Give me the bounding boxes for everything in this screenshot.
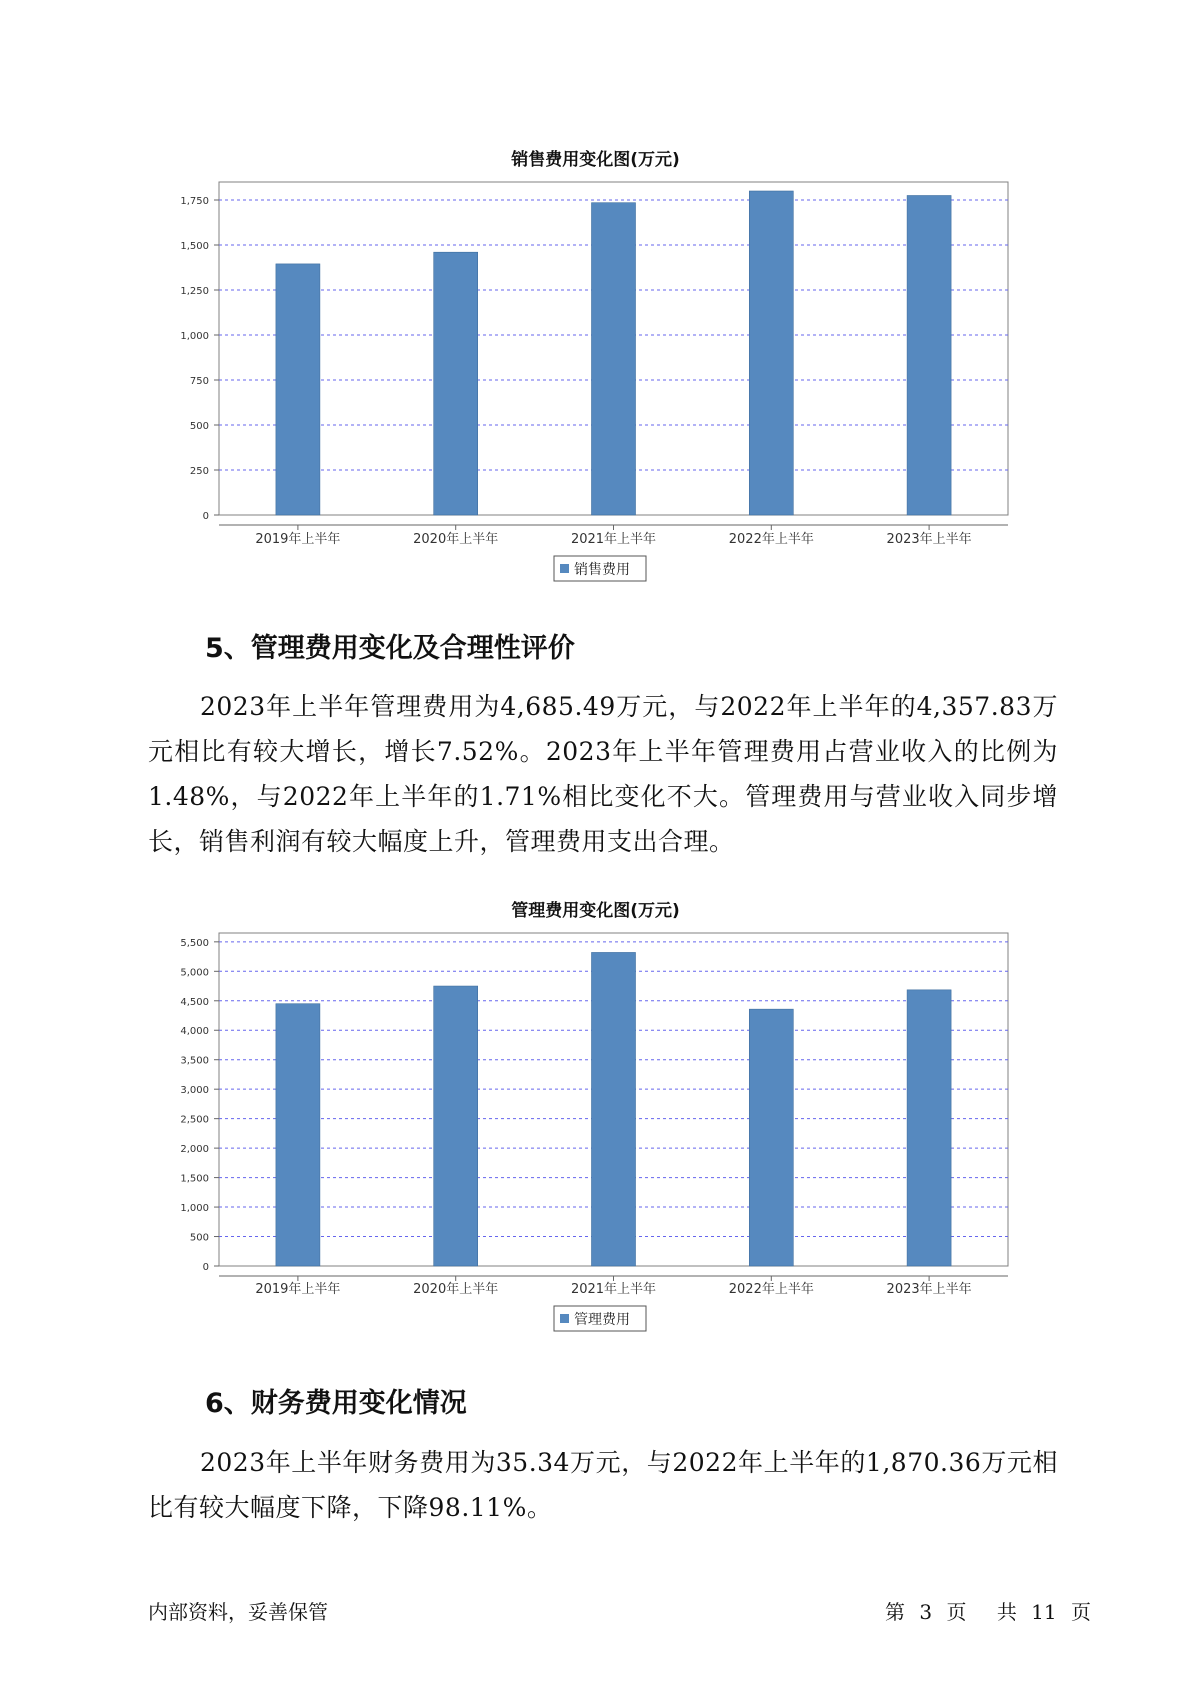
legend-label: 管理费用 [574, 1312, 630, 1328]
x-tick-label: 2022年上半年 [728, 1282, 814, 1297]
y-tick-label: 500 [189, 421, 209, 432]
page-number: 3 [919, 1600, 933, 1624]
bar [434, 986, 478, 1266]
y-tick-label: 4,000 [180, 1026, 209, 1038]
page-label-pre: 第 [885, 1600, 905, 1624]
y-tick-label: 3,000 [180, 1085, 209, 1097]
total-label-pre: 共 [996, 1600, 1017, 1624]
bar [592, 952, 636, 1266]
legend-swatch [560, 1314, 569, 1323]
y-tick-label: 4,500 [180, 996, 209, 1008]
y-tick-label: 0 [202, 1262, 209, 1273]
x-tick-label: 2021年上半年 [570, 532, 657, 547]
x-tick-label: 2020年上半年 [413, 1282, 499, 1297]
x-tick-label: 2021年上半年 [570, 1282, 657, 1297]
y-tick-label: 250 [189, 466, 209, 477]
section-heading-admin-expense: 5、管理费用变化及合理性评价 [205, 633, 575, 664]
y-tick-label: 1,500 [180, 241, 209, 252]
y-tick-label: 0 [202, 511, 209, 522]
page-label-mid: 页 [946, 1600, 967, 1624]
bar [907, 990, 951, 1266]
paragraph-finance-expense: 2023年上半年财务费用为35.34万元，与2022年上半年的1,870.36万元相比有较大幅度下降，下降98.11%。 [148, 1448, 1058, 1522]
y-tick-label: 2,000 [180, 1144, 209, 1156]
y-tick-label: 500 [189, 1232, 209, 1244]
y-tick-label: 5,500 [180, 937, 209, 949]
y-tick-label: 5,000 [180, 967, 209, 979]
x-tick-label: 2019年上半年 [255, 1282, 341, 1297]
y-tick-label: 750 [189, 376, 209, 387]
x-tick-label: 2023年上半年 [886, 532, 972, 547]
y-tick-label: 2,500 [180, 1114, 209, 1126]
footer-confidential-note: 内部资料，妥善保管 [148, 1600, 328, 1624]
legend [554, 1306, 646, 1331]
paragraph-admin-expense: 2023年上半年管理费用为4,685.49万元，与2022年上半年的4,357.83万元相比有较大增长，增长7.52%。2023年上半年管理费用占营业收入的比例为1.48%，与2022年上半年的1.71%相比变化不大。管理费用与营业收入同步增长，销售利润有较大幅度上升，管理费用支出合理。 [148, 692, 1058, 856]
x-tick-label: 2020年上半年 [413, 532, 499, 547]
y-tick-label: 1,750 [180, 196, 209, 207]
footer-page-info [885, 1596, 1091, 1625]
bar [749, 1009, 793, 1266]
y-tick-label: 3,500 [180, 1055, 209, 1067]
legend-label: 销售费用 [574, 562, 630, 578]
x-tick-label: 2022年上半年 [728, 532, 814, 547]
section-heading-finance-expense: 6、财务费用变化情况 [205, 1388, 467, 1419]
total-pages: 11 [1031, 1600, 1057, 1624]
chart-title-admin-expense: 管理费用变化图(万元) [511, 901, 680, 921]
bar [276, 1004, 320, 1266]
total-label-post: 页 [1070, 1600, 1091, 1624]
chart-title-sales-expense: 销售费用变化图(万元) [511, 150, 680, 170]
y-tick-label: 1,250 [180, 286, 209, 297]
x-tick-label: 2023年上半年 [886, 1282, 972, 1297]
y-tick-label: 1,000 [180, 1203, 209, 1215]
x-tick-label: 2019年上半年 [255, 532, 341, 547]
y-tick-label: 1,000 [180, 331, 209, 342]
y-tick-label: 1,500 [180, 1173, 209, 1185]
